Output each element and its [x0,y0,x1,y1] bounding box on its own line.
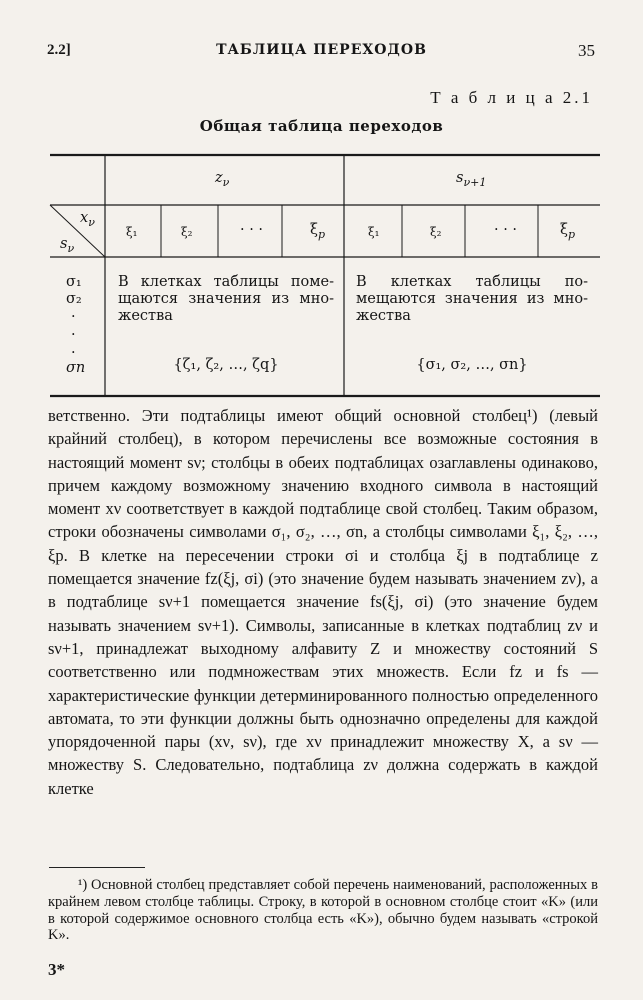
cell-s-set: {σ₁, σ₂, …, σn} [416,357,528,373]
cell-s-description: В клетках таблицы по-мещаются значения из мно-жества [356,274,588,324]
col-header-dots-z: · · · [240,222,264,238]
body-paragraph: ветственно. Эти подтаблицы имеют общий основной столбец¹) (левый крайний столбец), в котором перечислены все возможные состояния в настоящий момент sν; столбцы в обеих подтаблицах озаглавлены одинаково, причем каждому возможному значению входного символа в настоящий момент xν соответствует в каждой подтаблице свой столбец. Таким образом, строки обозначены символами σ₁, σ₂, …, σn, а столбцы символами ξ₁, ξ₂, …, ξp. В клетке на пересечении строки σi и столбца ξj в подтаблице z помещается значение fz(ξj, σi) (это значение будем называть значением zν), а в подтаблице sν+1 помещается значение fs(ξj, σi) (это значение будем называть значением sν+1). Символы, записанные в клетках подтаблиц zν и sν+1, принадлежат выходному алфавиту Z и множеству состояний S соответственно или подмножествам этих множеств. Если fz и fs — характеристические функции детерминированного полностью определенного автомата, то эти функции должны быть однозначно определены для каждой упорядоченной пары (xν, sν), где xν принадлежит множеству X, а sν — множеству S. Следовательно, подтаблица zν должна содержать в каждой клетке [48,406,598,798]
running-title: ТАБЛИЦА ПЕРЕХОДОВ [216,42,427,58]
state-sigma-n: σn [66,360,86,376]
col-header-dots-s: · · · [494,222,518,238]
body-text [48,404,598,800]
col-header-xi2-s: ξ₂ [430,225,442,239]
col-header-xip-s: $\xi_p$ [560,222,576,241]
col-header-xi1-z: ξ₁ [126,225,138,239]
page-number: 35 [578,41,595,60]
group-header-s: $s_{\nu+1}$ [456,170,487,189]
cell-z-description: В клетках таблицы поме-щаются значения из мно-жества [118,274,334,324]
signature-mark: 3* [48,960,65,979]
corner-diagonal [50,205,105,257]
state-dot: · [71,309,76,325]
section-number: 2.2] [47,42,71,58]
col-header-xip-z: $\xi_p$ [310,222,326,241]
col-header-xi1-s: ξ₁ [368,225,380,239]
state-dot: · [71,345,76,361]
group-header-z: $z_\nu$ [215,170,230,189]
footnote-text: ¹) Основной столбец представляет собой перечень наименований, расположенных в крайнем левом столбце таблицы. Строку, в которой в основном столбце стоит «K» (или в которой содержимое основного столбца есть «K»), обычно будем называть «строкой K». [48,877,598,944]
table-number: Т а б л и ц а 2.1 [430,88,593,107]
table-caption: Общая таблица переходов [199,117,444,135]
corner-label-s: $s_\nu$ [60,236,75,255]
state-sigma2: σ₂ [66,291,82,307]
footnote-rule [49,867,145,868]
state-sigma1: σ₁ [66,274,82,290]
corner-label-x: $x_\nu$ [80,210,95,229]
cell-z-set: {ζ₁, ζ₂, …, ζq} [173,357,279,373]
col-header-xi2-z: ξ₂ [181,225,193,239]
footnote [48,877,598,944]
state-dot: · [71,327,76,343]
